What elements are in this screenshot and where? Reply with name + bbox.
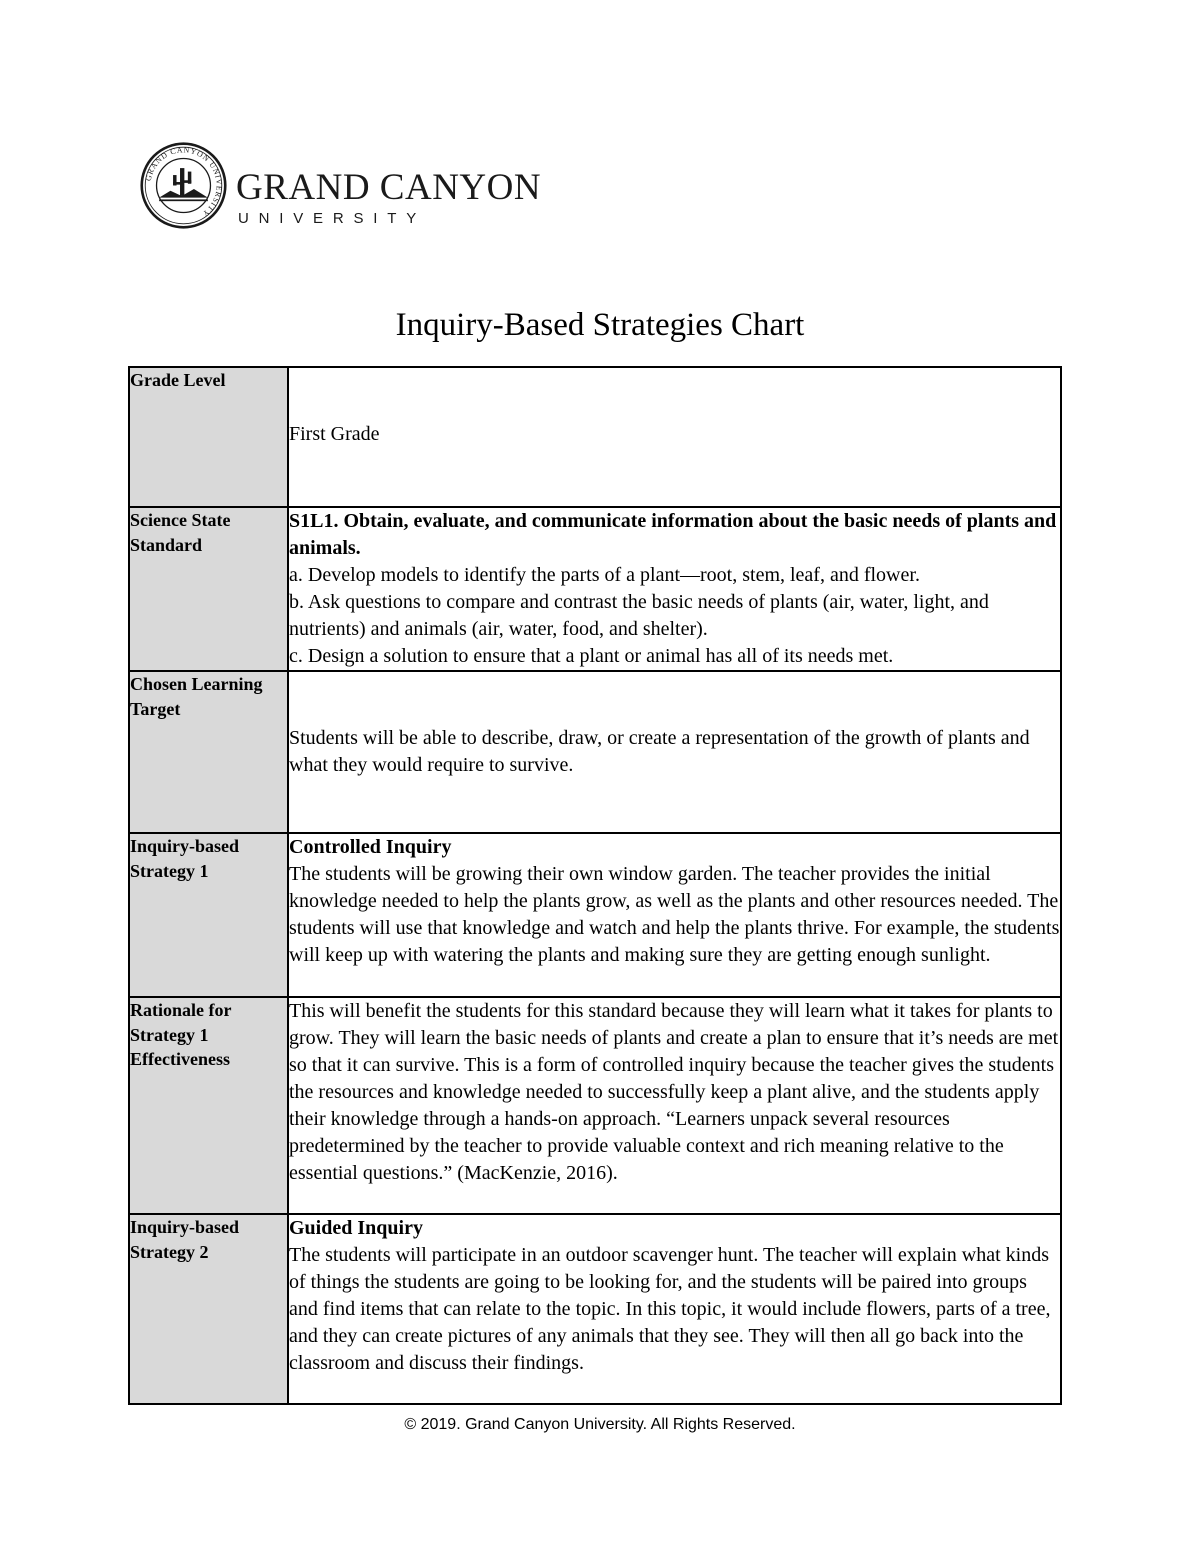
rationale-text: This will benefit the students for this standard because they will learn what it takes for plants to grow. They will learn the basic needs of plants and create a plan to ensure that it’s needs are met so that it can survive. This is a form of controlled inquiry because the teacher gives the students the resources and knowledge needed to successfully keep a plant alive, and the students apply their knowledge through a hands-on approach. “Learners unpack several resources predetermined by the teacher to provide valuable context and rich meaning relative to the essential questions.” (MacKenzie, 2016). — [289, 1000, 1059, 1184]
strategy-1-text: The students will be growing their own window garden. The teacher provides the initial knowledge needed to help the plants grow, as well as the plants and other resources needed. The students will use that knowledge and watch and help the plants thrive. For example, the students will keep up with watering the plants and making sure they are getting enough sunlight. — [289, 863, 1060, 966]
row-content — [288, 1214, 1061, 1404]
university-logo — [140, 142, 540, 232]
table-row — [129, 507, 1061, 671]
row-content — [288, 833, 1061, 997]
table-row — [129, 367, 1061, 507]
row-content — [288, 367, 1061, 507]
standard-item: c. Design a solution to ensure that a plant or animal has all of its needs met. — [289, 645, 894, 667]
svg-text:GRAND CANYON UNIVERSITY: GRAND CANYON UNIVERSITY — [143, 145, 224, 219]
table-row — [129, 833, 1061, 997]
learning-target-text: Students will be able to describe, draw, or create a representation of the growth of plants and what they would require to survive. — [289, 727, 1030, 776]
row-content — [288, 507, 1061, 671]
row-label: Grade Level — [129, 367, 288, 507]
table-row — [129, 997, 1061, 1214]
row-label: Science State Standard — [129, 507, 288, 671]
row-label: Chosen Learning Target — [129, 671, 288, 833]
university-name: GRAND CANYON — [236, 167, 542, 208]
standard-item: b. Ask questions to compare and contrast the basic needs of plants (air, water, light, and nutrients) and animals (air, water, food, and shelter). — [289, 591, 989, 640]
page-title: Inquiry-Based Strategies Chart — [395, 307, 805, 343]
copyright-footer: © 2019. Grand Canyon University. All Rights Reserved. — [404, 1416, 796, 1433]
strategy-2-heading: Guided Inquiry — [289, 1217, 423, 1239]
standard-item: a. Develop models to identify the parts of a plant—root, stem, leaf, and flower. — [289, 564, 920, 586]
grade-level-value: First Grade — [289, 423, 380, 445]
row-label: Inquiry-based Strategy 2 — [129, 1214, 288, 1404]
table-row — [129, 1214, 1061, 1404]
strategy-1-heading: Controlled Inquiry — [289, 836, 452, 858]
row-label: Rationale for Strategy 1 Effectiveness — [129, 997, 288, 1214]
university-subtitle: UNIVERSITY — [238, 210, 427, 227]
strategies-table — [128, 366, 1062, 1405]
university-seal-icon — [140, 142, 227, 229]
standard-heading: S1L1. Obtain, evaluate, and communicate information about the basic needs of plants and animals. — [289, 510, 1057, 559]
table-row — [129, 671, 1061, 833]
strategy-2-text: The students will participate in an outdoor scavenger hunt. The teacher will explain what kinds of things the students are going to be looking for, and the students will be paired into groups and find items that can relate to the topic. In this topic, it would include flowers, parts of a tree, and they can create pictures of any animals that they see. They will then all go back into the classroom and discuss their findings. — [289, 1244, 1051, 1374]
row-label: Inquiry-based Strategy 1 — [129, 833, 288, 997]
row-content — [288, 997, 1061, 1214]
row-content — [288, 671, 1061, 833]
